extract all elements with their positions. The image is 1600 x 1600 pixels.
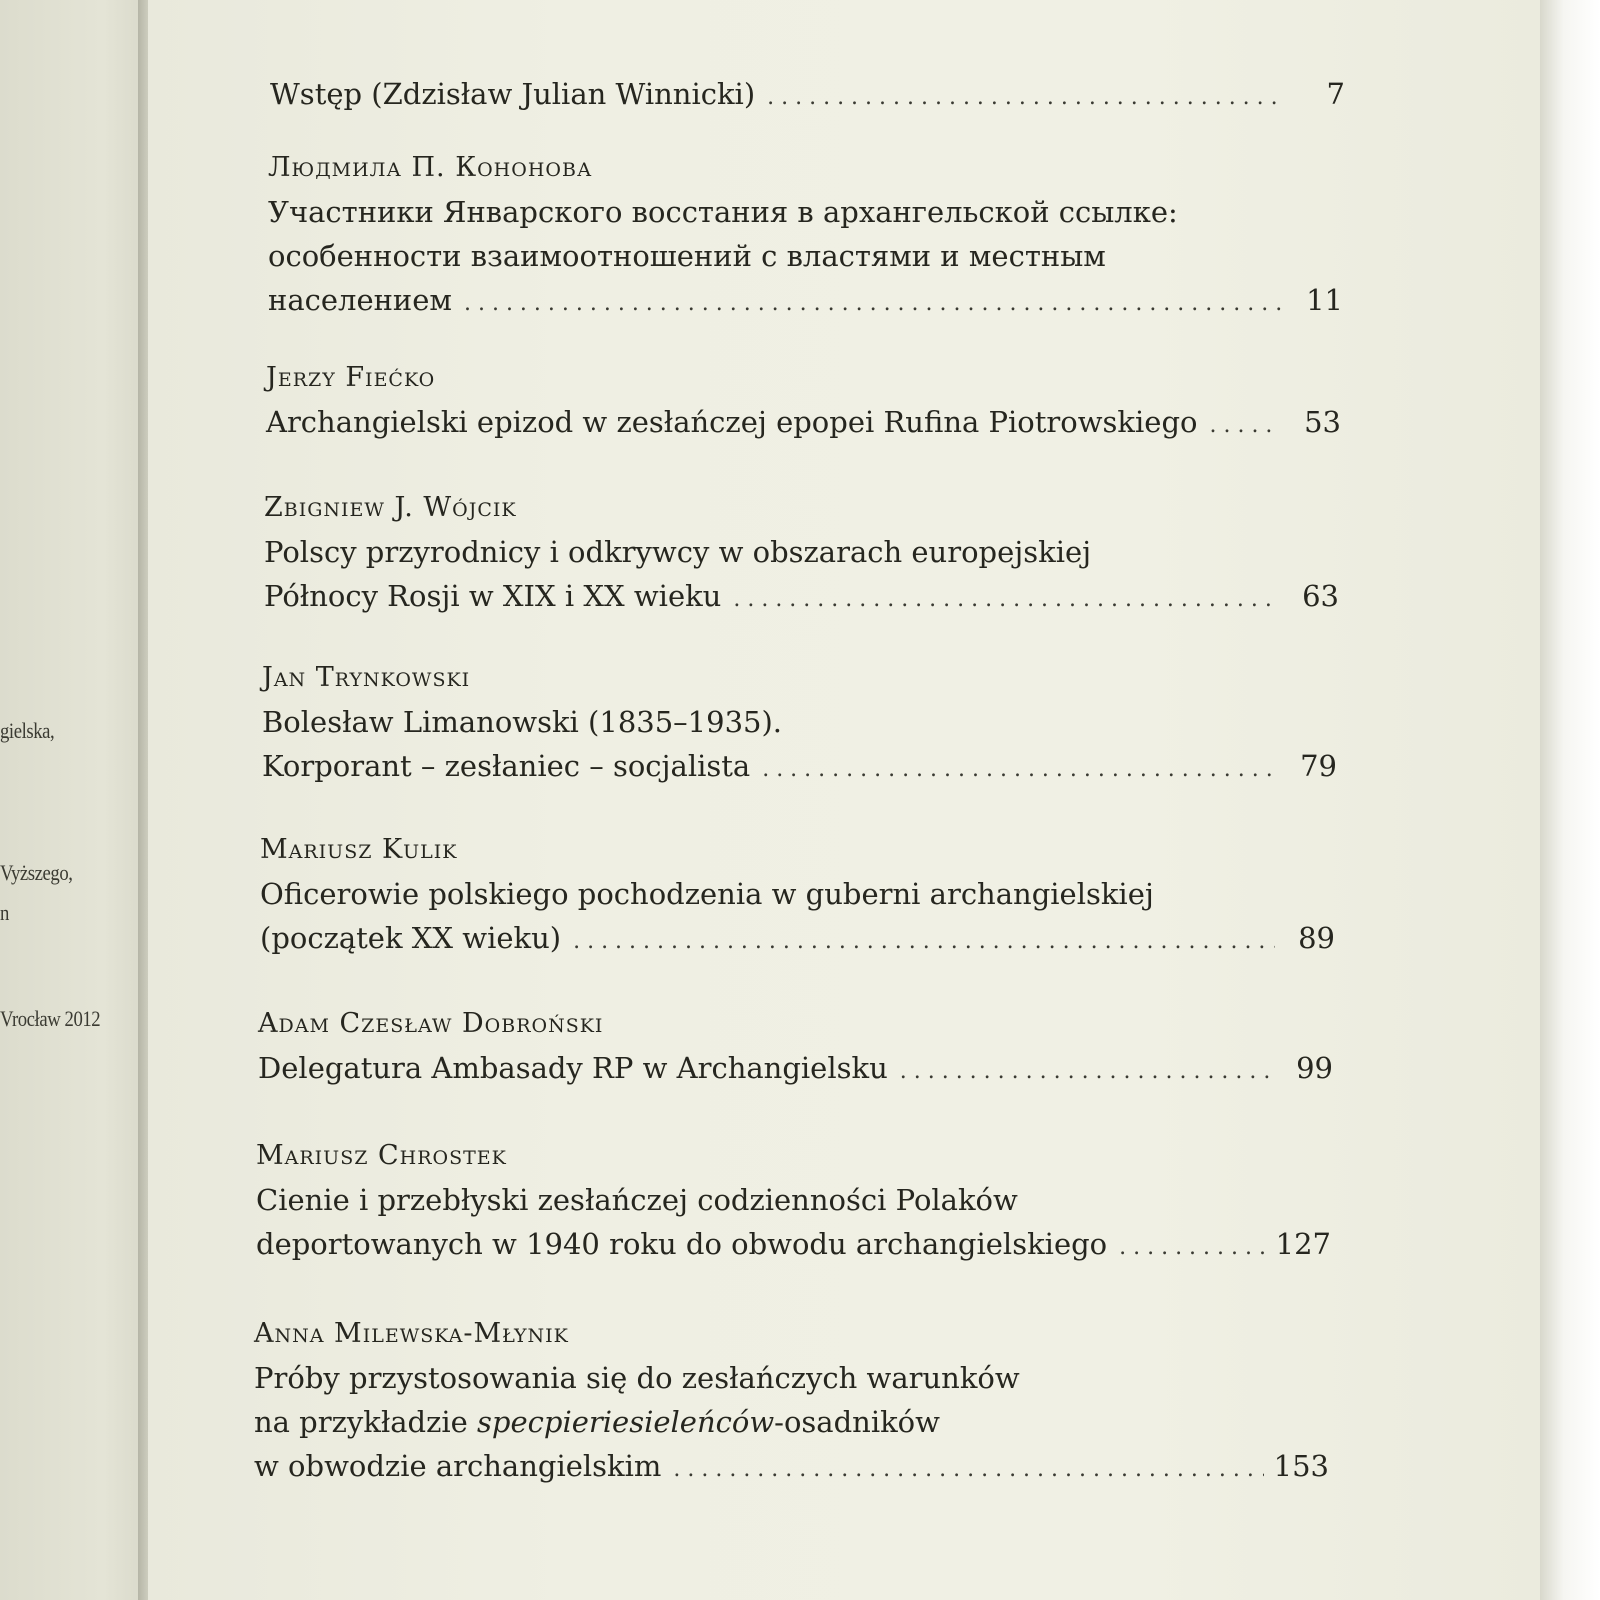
- toc-entry-title: w obwodzie archangielskim: [254, 1449, 662, 1483]
- page-number: 127: [1275, 1227, 1331, 1261]
- author-name: Mariusz Kulik: [260, 834, 458, 865]
- page-number: 89: [1298, 921, 1335, 955]
- toc-entry-title: deportowanych w 1940 roku do obwodu archangielskiego: [256, 1227, 1108, 1261]
- toc-entry-line: [264, 574, 1339, 622]
- toc-entry-title-line: Próby przystosowania się do zesłańczych warunków: [254, 1361, 1020, 1395]
- toc-entry-line: [270, 72, 1345, 120]
- toc-entry-title-line: Cienie i przebłyski zesłańczej codzienności Polaków: [256, 1183, 1018, 1217]
- dot-leader: [1119, 1222, 1266, 1270]
- left-page: [0, 0, 148, 1600]
- author-name: Mariusz Chrostek: [256, 1140, 507, 1171]
- author-name: Zbigniew J. Wójcik: [264, 492, 517, 523]
- left-page-fragment: n: [0, 900, 9, 925]
- toc-entry: [254, 1312, 1329, 1492]
- author-name: Anna Milewska-Młynik: [254, 1318, 569, 1349]
- author-name: Людмила П. Кононова: [268, 152, 593, 183]
- title-text: -osadników: [774, 1405, 940, 1439]
- toc-entry-line: [266, 400, 1341, 448]
- left-page-fragment: gielska,: [0, 718, 55, 743]
- toc-entry-title: Wstęp (Zdzisław Julian Winnicki): [270, 77, 756, 111]
- toc-entry-line: [260, 916, 1335, 964]
- page-number: 63: [1302, 579, 1339, 613]
- dot-leader: [762, 744, 1277, 792]
- toc-entry: [258, 1002, 1333, 1094]
- toc-entry-line: [268, 278, 1343, 326]
- toc-entry-title-line-mixed: [254, 1400, 1329, 1444]
- toc-entry: [268, 146, 1343, 326]
- toc-entry-title-line: Oficerowie polskiego pochodzenia w guberni archangielskiej: [260, 877, 1154, 911]
- toc-entry-title: (początek XX wieku): [260, 921, 562, 955]
- page-number: 7: [1326, 77, 1345, 111]
- toc-entry: [264, 486, 1339, 622]
- dot-leader: [673, 1444, 1263, 1492]
- dot-leader: [767, 72, 1285, 120]
- toc-entry-title-line: особенности взаимоотношений с властями и местным: [268, 239, 1106, 273]
- toc-entry-introduction: [270, 72, 1345, 120]
- author-name: Adam Czesław Dobroński: [258, 1008, 604, 1039]
- toc-entry-line: [262, 744, 1337, 792]
- toc-entry-title: населением: [268, 283, 452, 317]
- left-page-fragment: Vyższego,: [0, 860, 73, 885]
- author-name: Jerzy Fiećko: [266, 362, 436, 393]
- toc-entry: [260, 828, 1335, 964]
- toc-entry-title-line: Polscy przyrodnicy i odkrywcy w obszarach europejskiej: [264, 535, 1092, 569]
- dot-leader: [733, 574, 1279, 622]
- page-number: 79: [1300, 749, 1337, 783]
- page-number: 153: [1273, 1449, 1329, 1483]
- toc-entry: [256, 1134, 1331, 1270]
- title-italic-term: specpieriesieleńców: [477, 1405, 775, 1439]
- dot-leader: [464, 278, 1283, 326]
- toc-entry-line: [258, 1046, 1333, 1094]
- toc-entry: [262, 656, 1337, 792]
- author-name: Jan Trynkowski: [262, 662, 471, 693]
- page-number: 11: [1306, 283, 1343, 317]
- toc-entry-line: [254, 1444, 1329, 1492]
- dot-leader: [1209, 400, 1281, 448]
- toc-entry-title: Delegatura Ambasady RP w Archangielsku: [258, 1051, 888, 1085]
- page-number: 53: [1304, 405, 1341, 439]
- left-page-fragment: Vrocław 2012: [0, 1006, 101, 1031]
- toc-entry-title: Archangielski epizod w zesłańczej epopei Rufina Piotrowskiego: [266, 405, 1198, 439]
- toc-entry-title: Korporant – zesłaniec – socjalista: [262, 749, 751, 783]
- toc-entry-title: Północy Rosji w XIX i XX wieku: [264, 579, 722, 613]
- toc-entry-title-line: Bolesław Limanowski (1835–1935).: [262, 705, 783, 739]
- dot-leader: [573, 916, 1275, 964]
- dot-leader: [900, 1046, 1273, 1094]
- toc-entry-line: [256, 1222, 1331, 1270]
- toc-entry: [266, 356, 1341, 448]
- title-text: na przykładzie: [254, 1405, 478, 1439]
- page-edge: [1540, 0, 1600, 1600]
- toc-entry-title-line: Участники Январского восстания в архангельской ссылке:: [268, 195, 1178, 229]
- page-number: 99: [1296, 1051, 1333, 1085]
